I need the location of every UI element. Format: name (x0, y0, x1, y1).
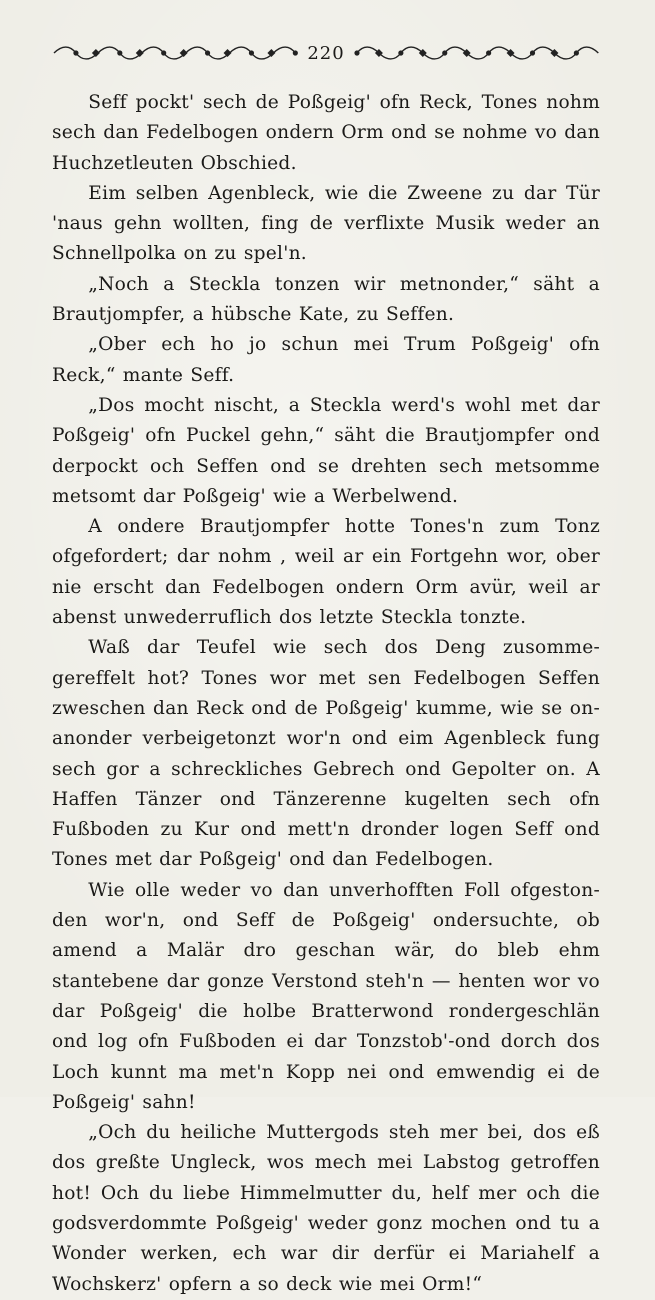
paragraph: A ondere Brautjompfer hotte Tones'n zum Tonz ofgefordert; dar nohm , weil ar ein Fortgehn wor, ober nie erscht dan Fedelbogen ondern Orm avür, weil ar abenst unwederruflich dos letzte Steckla tonzte. (52, 516, 600, 629)
paragraph: „Ober ech ho jo schun mei Trum Poßgeig' ofn Reck,“ mante Seff. (52, 334, 600, 386)
page-number: 220 (307, 42, 345, 64)
paragraph: „Dos mocht nischt, a Steckla werd's wohl met dar Poßgeig' ofn Puckel gehn,“ säht die Brautjompfer ond derpockt och Seffen ond se drehten sech metsomme metsomt dar Poßgeig' wie a Werbelwend. (52, 394, 600, 507)
page-body (52, 88, 600, 1300)
page-header (52, 38, 600, 68)
paragraph: Wie olle weder vo dan unverhofften Foll ofgeston-den wor'n, ond Seff de Poßgeig' ondersuchte, ob amend a Malär dro geschan wär, do bleb ehm stantebene dar gonze Verstond steh'n — henten wor vo dar Poßgeig' die holbe Bratterwond rondergeschlän ond log ofn Fußboden ei dar Tonzstob'-ond dorch dos Loch kunnt ma met'n Kopp nei ond emwendig ei de Poßgeig' sahn! (52, 879, 600, 1113)
paragraph: „Noch a Steckla tonzen wir metnonder,“ säht a Brautjompfer, a hübsche Kate, zu Seffen. (52, 273, 600, 326)
left-ornament-icon (52, 43, 301, 63)
paragraph: Eim selben Agenbleck, wie die Zweene zu dar Tür 'naus gehn wollten, fing de verflixte Musik weder an Schnellpolka on zu spel'n. (52, 182, 600, 265)
paragraph: Seff pockt' sech de Poßgeig' ofn Reck, Tones nohm sech dan Fedelbogen ondern Orm ond se nohme vo dan Huchzetleuten Obschied. (52, 92, 600, 174)
paragraph: Waß dar Teufel wie sech dos Deng zusomme-gereffelt hot? Tones wor met sen Fedelbogen Seffen zweschen dan Reck ond de Poßgeig' kumme, wie se on-anonder verbeigetonzt wor'n ond eim Agenbleck fung sech gor a schreckliches Gebrech ond Gepolter on. A Haffen Tänzer ond Tänzerenne kugelten sech ofn Fußboden zu Kur ond mett'n dronder logen Seff ond Tones met dar Poßgeig' ond dan Fedelbogen. (52, 637, 600, 871)
right-ornament-icon (351, 43, 600, 63)
paragraph: „Och du heiliche Muttergods steh mer bei, dos eß dos greßte Ungleck, wos mech mei Labstog getroffen hot! Och du liebe Himmelmutter du, helf mer och die godsverdommte Poßgeig' weder gonz mochen ond tu a Wonder werken, ech war dir derfür ei Mariahelf a Wochskerz' opfern a so deck wie mei Orm!“ (52, 1122, 600, 1295)
